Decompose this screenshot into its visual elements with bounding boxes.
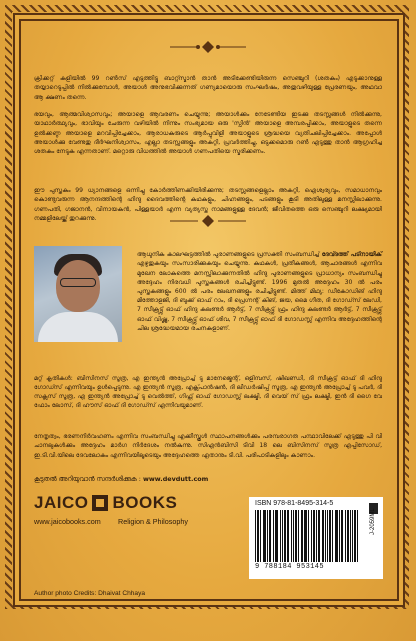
author-bio-text: ആധുനിക കാലഘട്ടത്തിൽ പുരാണങ്ങളുടെ പ്രസക്തി സംബന്ധിച്ച് ദേവ്ദത്ത് പട്നായിക് എഴുതുകയും സംസാരിക്കുകയും ചെയ്യുന്നു. കഥകൾ, പ്രതീകങ്ങൾ, ആചാരങ്ങൾ എന്നിവ മുഖേന ലോകത്തെ മനസ്സിലാക്കുന്നതിൽ ഹിന്ദു പുരാണങ്ങളുടെ പ്രാധാന്യം സംബന്ധിച്ചു അദ്ദേഹം നിരവധി പുസ്തകങ്ങൾ രചിച്ചിട്ടുണ്ട്. 1996 മുതൽ അദ്ദേഹം 30 ൽ പരം പുസ്തകങ്ങളും 600 ൽ പരം ലേഖനങ്ങളും രചിച്ചിട്ടുണ്ട്. മിത്ത് മിഥ്യ: ഡീകോഡിങ് ഹിന്ദു മിത്തോളജി, ദി ബുക്ക് ഓഫ് റാം, ദി പ്രെഗ്നന്റ് കിങ്, ജയ, മൈ ഗീത, ദി ഗോഡ്സ് ലേഡി, 7 സീക്രട്ട്സ് ഓഫ് ഹിന്ദു കലണ്ടർ ആർട്ട്, 7 സീക്രട്ട്സ് ഫ്രം ഹിന്ദു കലണ്ടർ ആർട്ട്, 7 സീക്രട്ട്സ് ഓഫ് വിഷ്ണു, 7 സീക്രട്ട്സ് ഓഫ് ശിവ, 7 സീക്രട്ട്സ് ഓഫ് ദി ഗോഡസ്സ് എന്നിവ അദ്ദേഹത്തിന്റെ ചില ശ്രദ്ധേയമായ രചനകളാണ്. [137, 251, 382, 332]
isbn-barcode-box [249, 497, 383, 579]
publisher-logo: JAICO BOOKS [34, 493, 178, 512]
book-category: Religion & Philosophy [118, 517, 188, 526]
author-media-paragraph: നേതൃത്വം, ഭരണനിർവഹണം എന്നിവ സംബന്ധിച്ചു എക്കീസ്കൂൾ സ്ഥാപനങ്ങൾക്കും പരമ്പരാഗത പന്ഥാവിലേക്ക് എടുത്തു പി വി ചാനലുകൾക്കും അദ്ദേഹം മാർഗ നിർദേശം നൽകുന്നു. സിഎൻബിസി ടിവി 18 ലെ ബിസിനസ് സൂത്ര എപ്പിസോഡ്, ഇ.ടി.വി.യിലെ ദേവലോകം എന്നിവയിലൂടെയും അദ്ദേഹത്തെ ഏതാനും ടി.വി. പരിപാടികളിലും കാണാം. [34, 433, 382, 459]
author-website-link[interactable]: www.devdutt.com [143, 475, 209, 483]
description-paragraph: ഭയവും, ആത്മവിശ്വാസവും; അയാളെ ആവരണം ചെയ്യുന്നു; അയാൾക്കും നേടേണ്ടിയ ഇടക്കു തടസ്സങ്ങൾ നിൽക്കുന്നു, യാഥാർത്ഥ്യവും, ഭാവിയും ചേരുന്ന വഴിയിൽ നിന്നും സംഭ്യമായ ഒരു 'സ്പിൻ' അയാളെ അമ്പരപ്പിക്കാം, അയാളുടെ തന്നെ ഉൽക്കണ്ഠ അയാളെ മറവിപ്പിച്ചേക്കാം, ആരാധകരുടെ ആർപ്പുവിളി അയാളുടെ ശ്രദ്ധയെ വ്യതിചലിപ്പിച്ചേക്കാം. അപ്പോൾ അയാൾക്കു വേണ്ടതു ദീർഘനിശ്വാസം, എല്ലാ തടസ്സങ്ങളും അകറ്റി, പ്രവർത്തിച്ചു, ഒടുക്കമൊരു റൺ എടുത്തു താൻ ആഗ്രഹിച്ച ശതകം നേടുക എന്നതാണ്. മറ്റൊരു വിധത്തിൽ അയാൾ ഗണപതിയെ സ്മരിക്കണം. [34, 111, 382, 156]
price-code: J-2059ML [370, 508, 376, 535]
intro-paragraph: ക്രിക്കറ്റ് കളിയിൽ 99 റൺസ് എടുത്തിട്ടു ബാറ്റ്സ്മാൻ താൻ അടിക്കേണ്ടിയിരുന്ന സെഞ്ചുറി (ശതകം) എടുക്കാനുള്ള തയ്യാറെടുപ്പിൽ നിൽക്കുമ്പോൾ, അയാൾ അനുഭവിക്കുന്നത് ഗണ്യമായൊരു സംഘർഷം, അതുവഴിയുള്ള പ്രേരണയും, അഥവാ ആ ക്ഷണം തന്നെ. [34, 75, 382, 101]
barcode-digits: 9 788184 953145 [255, 563, 325, 571]
floral-divider-icon [168, 40, 248, 54]
author-website-line: കൂടുതൽ അറിയുവാൻ സന്ദർശിക്കുക : www.devdutt.com [34, 475, 209, 483]
barcode-icon [255, 510, 359, 562]
isbn-number: ISBN 978-81-8495-314-5 [255, 500, 334, 507]
photo-credits: Author photo Credits: Dhaivat Chhaya [34, 590, 146, 597]
publisher-website[interactable]: www.jaicobooks.com [34, 517, 101, 526]
jaico-logo-icon [92, 495, 108, 511]
author-works-paragraph: മറ്റ് കൃതികൾ: ബിസിനസ് സൂത്ര, എ ഇന്ത്യൻ അപ്രോച്ച് ടു മാനേജ്മെന്റ്, ഒളിമ്പസ്, ഷിഖണ്ഡി, ദി സീക്രട്ട് ഓഫ് ദി ഹിന്ദു ഗോഡ്സ് എന്നിവയും ഉൾപ്പെടുന്നു. എ ഇന്ത്യൻ സൂത്ര, എക്സ്പാൻഷൻ, ദി ലീഡർഷിപ്പ് സൂത്ര, എ ഇന്ത്യൻ അപ്രോച്ച് ടു പവർ, ദി സക്സസ് സൂത്ര, എ ഇന്ത്യൻ അപ്രോച്ച് ടു വെൽത്ത്, ഗിഫ്റ്റ് ഓഫ് ഗോഡസ്സ് ലക്ഷ്മി, ദി വെയ്‌ സ്‌ ഫ്രം ലക്ഷ്മി, ഇൻ ദി ഗൈ വേ ഫോം ലോസ്, ദി ഹൗസ് ഓഫ് ദി ഗോഡ്സ് എന്നിവയുമാണ്. [34, 375, 382, 410]
book-summary-paragraph: ഈ പുസ്തകം 99 ധ്യാനങ്ങളെ ഒന്നിച്ചു കോർത്തിണക്കിയിരിക്കുന്നു; തടസ്സങ്ങളെല്ലാം അകറ്റി, ഐശ്വര്യവും, സമാധാനവും കൊണ്ടുവരുന്ന ആനന്ദത്തിന്റെ ഹിന്ദു ദൈവത്തിന്റെ കഥകളും, ചിഹ്നങ്ങളും, പടങ്ങളും കൂടി അതിലുള്ള മനസ്സിലാക്കുന്നു. ഗണപതി, ഗജാനൻ, വിനായകൻ, പിള്ളയാർ എന്ന വ്യത്യസ്ത നാമങ്ങളുള്ള ദേവൻ; ജീവിതത്തെ ഒരു സെഞ്ചുറി ലക്ഷ്യമായി നമ്മളിലേയ്ക്ക് തുറക്കുന്നു. [34, 187, 382, 222]
author-name: ദേവ്ദത്ത് പട്നായിക് [321, 251, 382, 259]
